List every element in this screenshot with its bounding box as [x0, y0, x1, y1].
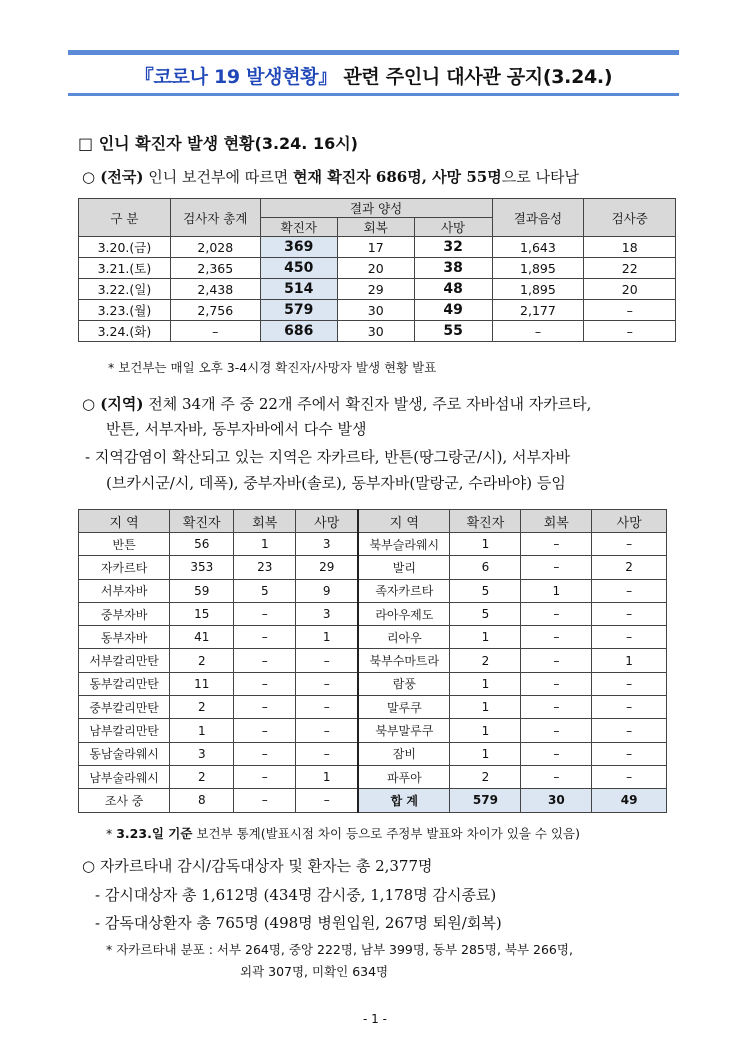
table-cell: 1 [296, 765, 358, 788]
table-cell: 남부술라웨시 [79, 765, 170, 788]
table-cell: 2 [170, 696, 234, 719]
table-cell: 라아우제도 [358, 602, 450, 625]
cell-d: 3.21.(토) [79, 258, 171, 279]
regional-line-4: (브카시군/시, 데폭), 중부자바(솔로), 동부자바(말랑군, 수라바야) 등임 [106, 474, 566, 492]
cell-death: 38 [414, 258, 492, 279]
table-cell: 23 [234, 556, 296, 579]
cell-rec: 30 [337, 321, 414, 342]
col-header: 사망 [296, 510, 358, 533]
table-cell: 말루쿠 [358, 696, 450, 719]
cell-pend: 20 [584, 279, 676, 300]
table-row [79, 649, 667, 672]
table-cell: 5 [450, 602, 521, 625]
table-cell: 서부칼리만탄 [79, 649, 170, 672]
table-cell: 중부자바 [79, 602, 170, 625]
col-header: 지 역 [79, 510, 170, 533]
title-top-rule [68, 50, 679, 55]
cell-total: – [170, 321, 260, 342]
col-header: 회복 [521, 510, 592, 533]
col-header-deaths: 사망 [414, 218, 492, 237]
cell-conf: 514 [260, 279, 337, 300]
table-cell: – [521, 649, 592, 672]
cell-neg: – [492, 321, 584, 342]
table-cell: 발리 [358, 556, 450, 579]
table-cell: 중부칼리만탄 [79, 696, 170, 719]
cell-conf: 369 [260, 237, 337, 258]
cell-conf: 686 [260, 321, 337, 342]
table-cell: 5 [234, 579, 296, 602]
regional-line-2: 반튼, 서부자바, 동부자바에서 다수 발생 [106, 420, 367, 438]
table-cell: 15 [170, 602, 234, 625]
table-cell: 동부칼리만탄 [79, 672, 170, 695]
table-cell: – [234, 789, 296, 812]
table-cell: 1 [450, 696, 521, 719]
jakarta-line-2: - 감시대상자 총 1,612명 (434명 감시중, 1,178명 감시종료) [95, 886, 497, 904]
cell-d: 3.24.(화) [79, 321, 171, 342]
table-cell: 6 [450, 556, 521, 579]
cell-rec: 17 [337, 237, 414, 258]
table-cell: 49 [592, 789, 667, 812]
table-cell: – [521, 672, 592, 695]
table-cell: 2 [450, 649, 521, 672]
table-cell: – [234, 626, 296, 649]
cell-pend: 22 [584, 258, 676, 279]
cell-death: 48 [414, 279, 492, 300]
table-cell: 3 [296, 602, 358, 625]
cell-total: 2,756 [170, 300, 260, 321]
table-cell: 리아우 [358, 626, 450, 649]
table-cell: – [592, 719, 667, 742]
table-row [79, 533, 667, 556]
col-header-div: 구 분 [79, 199, 171, 237]
cell-pend: – [584, 321, 676, 342]
cell-total: 2,028 [170, 237, 260, 258]
table-cell: 동남술라웨시 [79, 742, 170, 765]
table-cell: – [234, 672, 296, 695]
table-cell: 동부자바 [79, 626, 170, 649]
table-cell: 59 [170, 579, 234, 602]
table-cell: – [521, 742, 592, 765]
cell-pend: – [584, 300, 676, 321]
cell-neg: 1,643 [492, 237, 584, 258]
table-cell: 1 [450, 533, 521, 556]
table-cell: 2 [170, 765, 234, 788]
table-cell: 1 [170, 719, 234, 742]
table-cell: 2 [592, 556, 667, 579]
note-health-ministry: * 보건부는 매일 오후 3-4시경 확진자/사망자 발생 현황 발표 [108, 360, 437, 375]
table-cell: – [234, 742, 296, 765]
table-cell: 1 [234, 533, 296, 556]
table-cell: 잠비 [358, 742, 450, 765]
table-row [79, 300, 676, 321]
col-header-result: 결과 양성 [260, 199, 492, 218]
table-cell: 2 [450, 765, 521, 788]
cell-d: 3.22.(일) [79, 279, 171, 300]
table-cell: – [234, 602, 296, 625]
cell-d: 3.23.(월) [79, 300, 171, 321]
table-row [79, 672, 667, 695]
table-row [79, 279, 676, 300]
table-cell: – [296, 649, 358, 672]
table-cell: – [234, 765, 296, 788]
table-cell: – [592, 696, 667, 719]
col-header-negative: 결과음성 [492, 199, 584, 237]
table-cell: – [296, 696, 358, 719]
table-cell: – [592, 626, 667, 649]
table-cell: – [592, 533, 667, 556]
table-row [79, 258, 676, 279]
table-cell: – [592, 742, 667, 765]
table-cell: 11 [170, 672, 234, 695]
cell-death: 32 [414, 237, 492, 258]
table-cell: 9 [296, 579, 358, 602]
cell-neg: 1,895 [492, 279, 584, 300]
cell-conf: 450 [260, 258, 337, 279]
cell-rec: 20 [337, 258, 414, 279]
table-cell: 1 [450, 626, 521, 649]
table-cell: 반튼 [79, 533, 170, 556]
regional-line-3: - 지역감염이 확산되고 있는 지역은 자카르타, 반튼(땅그랑군/시), 서부자바 [85, 448, 570, 466]
table-row [79, 602, 667, 625]
cell-pend: 18 [584, 237, 676, 258]
table-cell: 29 [296, 556, 358, 579]
table-cell: – [234, 719, 296, 742]
table-cell: 41 [170, 626, 234, 649]
table-cell: – [592, 579, 667, 602]
col-header-confirmed: 확진자 [260, 218, 337, 237]
table-cell: 3 [296, 533, 358, 556]
cell-rec: 29 [337, 279, 414, 300]
col-header-pending: 검사중 [584, 199, 676, 237]
cell-death: 49 [414, 300, 492, 321]
table-row [79, 719, 667, 742]
table-cell: 30 [521, 789, 592, 812]
table-cell: – [234, 696, 296, 719]
table-cell: 353 [170, 556, 234, 579]
section-heading: □ 인니 확진자 발생 현황(3.24. 16시) [78, 134, 358, 153]
col-header: 회복 [234, 510, 296, 533]
table-cell: – [521, 765, 592, 788]
table-cell: 1 [450, 742, 521, 765]
table-row [79, 321, 676, 342]
table-cell: 56 [170, 533, 234, 556]
cell-conf: 579 [260, 300, 337, 321]
national-table [78, 198, 676, 342]
table-cell: – [296, 789, 358, 812]
table-cell: – [296, 719, 358, 742]
table-cell: 1 [450, 672, 521, 695]
table-row [79, 579, 667, 602]
table-cell: 북부수마트라 [358, 649, 450, 672]
title-bottom-rule [68, 93, 679, 96]
table-cell: 남부칼리만탄 [79, 719, 170, 742]
cell-death: 55 [414, 321, 492, 342]
table-cell: – [296, 742, 358, 765]
jakarta-line-1: ○ 자카르타내 감시/감독대상자 및 환자는 총 2,377명 [82, 857, 433, 875]
page-number: - 1 - [363, 1012, 387, 1026]
table-cell: 조사 중 [79, 789, 170, 812]
table-row [79, 626, 667, 649]
table-row [79, 556, 667, 579]
jakarta-line-3: - 감독대상환자 총 765명 (498명 병원입원, 267명 퇴원/회복) [95, 914, 502, 932]
table-row [79, 789, 667, 812]
table-cell: 람풍 [358, 672, 450, 695]
table-cell: 북부슬라웨시 [358, 533, 450, 556]
table-cell: – [592, 602, 667, 625]
cell-d: 3.20.(금) [79, 237, 171, 258]
jakarta-line-5: 외곽 307명, 미확인 634명 [240, 964, 389, 979]
table-row [79, 765, 667, 788]
table-cell: 2 [170, 649, 234, 672]
cell-total: 2,365 [170, 258, 260, 279]
col-header: 확진자 [450, 510, 521, 533]
table-cell: – [592, 765, 667, 788]
table-cell: 1 [592, 649, 667, 672]
note-reference-date: * 3.23.일 기준 보건부 통계(발표시점 차이 등으로 주정부 발표와 차이가 있을 수 있음) [106, 826, 581, 841]
regional-table [78, 509, 667, 813]
regional-line-1: ○ (지역) 전체 34개 주 중 22개 주에서 확진자 발생, 주로 자바섬내 자카르타, [82, 395, 592, 413]
table-row [79, 742, 667, 765]
cell-rec: 30 [337, 300, 414, 321]
table-cell: 579 [450, 789, 521, 812]
table-cell: 파푸아 [358, 765, 450, 788]
table-row [79, 696, 667, 719]
table-cell: – [234, 649, 296, 672]
jakarta-line-4: * 자카르타내 분포 : 서부 264명, 중앙 222명, 남부 399명, 동부 285명, 북부 266명, [106, 942, 573, 957]
table-cell: – [521, 602, 592, 625]
page-title: 『코로나 19 발생현황』 관련 주인니 대사관 공지(3.24.) [134, 66, 613, 88]
col-header-total: 검사자 총계 [170, 199, 260, 237]
table-cell: – [521, 533, 592, 556]
col-header: 사망 [592, 510, 667, 533]
table-cell: 1 [450, 719, 521, 742]
table-cell: – [521, 626, 592, 649]
table-cell: – [521, 556, 592, 579]
table-cell: 3 [170, 742, 234, 765]
col-header: 확진자 [170, 510, 234, 533]
table-cell: – [296, 672, 358, 695]
cell-neg: 1,895 [492, 258, 584, 279]
col-header: 지 역 [358, 510, 450, 533]
table-cell: 합 계 [358, 789, 450, 812]
table-cell: – [521, 696, 592, 719]
cell-total: 2,438 [170, 279, 260, 300]
table-cell: 5 [450, 579, 521, 602]
table-cell: – [592, 672, 667, 695]
table-cell: 족자카르타 [358, 579, 450, 602]
table-cell: 8 [170, 789, 234, 812]
table-cell: 북부말루쿠 [358, 719, 450, 742]
table-cell: 서부자바 [79, 579, 170, 602]
table-cell: 자카르타 [79, 556, 170, 579]
col-header-recovered: 회복 [337, 218, 414, 237]
national-summary: ○ (전국) 인니 보건부에 따르면 현재 확진자 686명, 사망 55명으로 나타남 [82, 168, 579, 186]
cell-neg: 2,177 [492, 300, 584, 321]
table-cell: 1 [521, 579, 592, 602]
table-row [79, 237, 676, 258]
table-cell: 1 [296, 626, 358, 649]
table-cell: – [521, 719, 592, 742]
